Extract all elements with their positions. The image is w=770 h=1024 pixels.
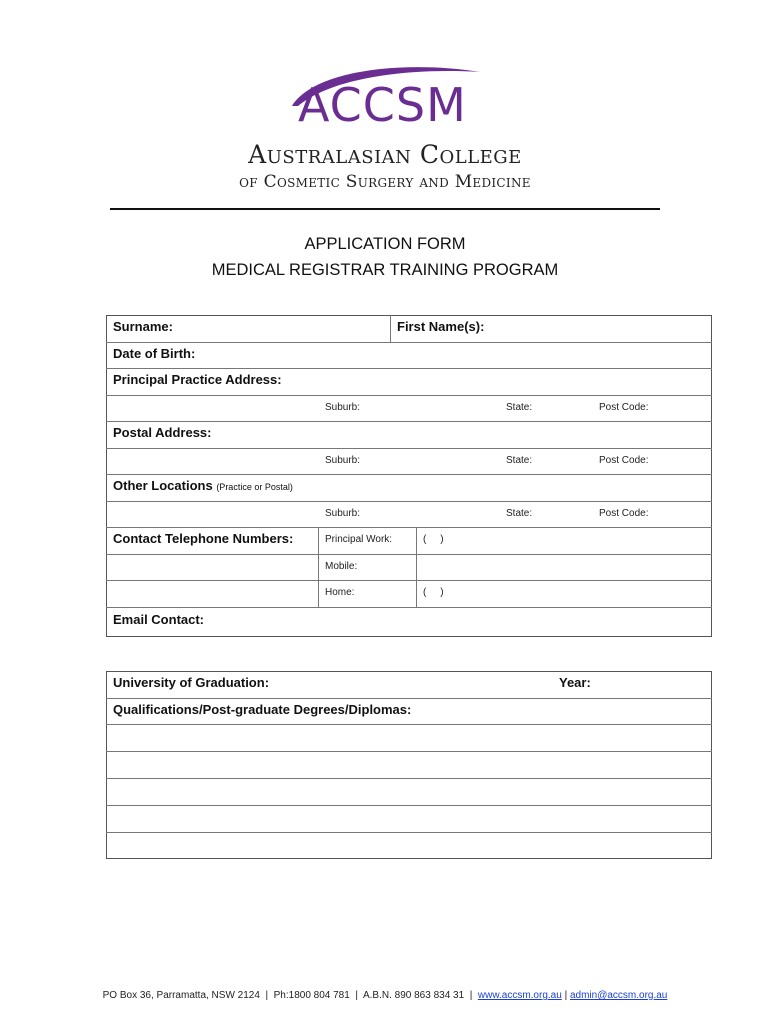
header-rule [110,208,660,210]
post-code-label: Post Code: [599,402,649,413]
form-subtitle: MEDICAL REGISTRAR TRAINING PROGRAM [211,261,559,279]
first-names-label: First Name(s): [397,319,485,334]
postal-address-label: Postal Address: [113,425,212,440]
post-code-label: Post Code: [599,508,649,519]
other-locations-note: (Practice or Postal) [216,482,293,492]
mobile-label: Mobile: [325,561,358,572]
suburb-label: Suburb: [325,402,361,413]
logo-college-subtitle: of Cosmetic Surgery and Medicine [239,172,531,192]
post-code-label: Post Code: [599,455,649,466]
contact-phone-label: Contact Telephone Numbers: [113,531,294,546]
state-label: State: [506,508,533,519]
university-label: University of Graduation: [113,675,270,690]
area-code: ( ) [423,587,444,598]
footer-address: PO Box 36, Parramatta, NSW 2124 | Ph:1800 804 781 | A.B.N. 890 863 834 31 | [102,990,478,1001]
college-logo [0,0,770,200]
website-link[interactable]: www.accsm.org.au [477,990,562,1001]
year-label: Year: [559,675,591,690]
home-label: Home: [325,587,355,598]
suburb-label: Suburb: [325,508,361,519]
footer-separator: | [561,990,570,1001]
area-code: ( ) [423,534,444,545]
other-locations-text: Other Locations [113,478,213,493]
principal-work-label: Principal Work: [325,534,393,545]
email-link[interactable]: admin@accsm.org.au [569,990,668,1001]
form-title: APPLICATION FORM [304,235,466,253]
surname-label: Surname: [113,319,173,334]
personal-details-table [106,315,712,637]
dob-label: Date of Birth: [113,346,196,361]
other-locations-label [113,478,293,493]
footer [0,990,770,1001]
state-label: State: [506,402,533,413]
state-label: State: [506,455,533,466]
principal-address-label: Principal Practice Address: [113,372,282,387]
email-label: Email Contact: [113,612,205,627]
suburb-label: Suburb: [325,455,361,466]
qualifications-label: Qualifications/Post-graduate Degrees/Diplomas: [113,702,412,717]
logo-college-name: Australasian College [248,140,522,169]
education-table [106,671,712,859]
logo-acronym: ACCSM [298,78,467,132]
